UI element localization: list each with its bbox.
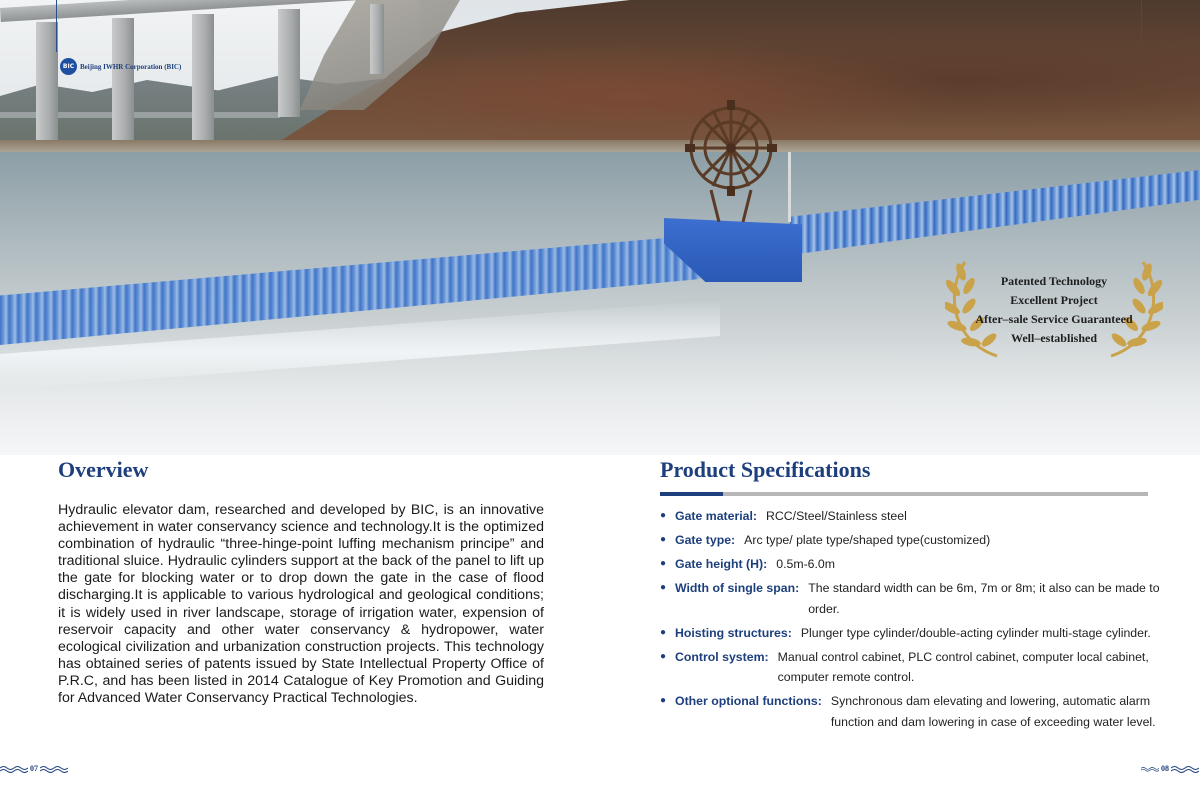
spec-item <box>660 506 1160 527</box>
bullet-dot-icon: ● <box>660 626 667 638</box>
gauge-pole <box>788 152 791 222</box>
page-number: 07 <box>30 764 38 773</box>
specs-divider <box>660 492 1148 496</box>
page-number-left <box>0 764 68 773</box>
spec-label: Width of single span: <box>675 581 800 595</box>
specs-divider-accent <box>660 492 723 496</box>
spec-value: Synchronous dam elevating and lowering, automatic alarm function and dam lowering in case of exceeding water level. <box>830 694 1156 729</box>
bridge-pier <box>370 4 384 74</box>
bullet-dot-icon: ● <box>660 534 667 545</box>
spec-value: Plunger type cylinder/double-acting cylinder multi-stage cylinder. <box>800 625 1151 640</box>
spec-label: Other optional functions: <box>675 694 822 708</box>
award-line: Well–established <box>1010 331 1097 345</box>
bic-logo-icon: BIC <box>60 58 77 75</box>
award-line: After–sale Service Guaranteed <box>975 312 1133 326</box>
spec-label: Gate type: <box>675 533 736 547</box>
award-line: Excellent Project <box>1010 293 1098 307</box>
spec-item <box>660 578 1160 619</box>
bridge-pier <box>112 18 134 146</box>
spec-label: Control system: <box>675 649 769 664</box>
spec-label: Gate height (H): <box>675 557 768 571</box>
specs-list <box>660 506 1160 736</box>
bullet-dot-icon: ● <box>660 582 667 593</box>
spec-item <box>660 554 1160 575</box>
page-number-right <box>1141 764 1199 773</box>
spec-item <box>660 530 1160 551</box>
overview-heading: Overview <box>58 457 149 482</box>
waterwheel-icon <box>683 98 779 222</box>
brand-name: Beijing IWHR Corporation (BIC) <box>80 62 182 71</box>
award-text <box>965 272 1143 348</box>
wave-icon <box>1141 765 1159 773</box>
spec-item <box>660 623 1160 644</box>
spec-value: The standard width can be 6m, 7m or 8m; it also can be made to order. <box>808 581 1160 616</box>
spec-value: 0.5m-6.0m <box>776 557 836 571</box>
spec-value: RCC/Steel/Stainless steel <box>766 509 907 523</box>
wave-icon <box>0 765 28 773</box>
spec-value: Manual control cabinet, PLC control cabinet, computer local cabinet, computer remote control. <box>777 649 1149 684</box>
spec-label: Gate material: <box>675 509 758 523</box>
brand-divider <box>56 0 57 52</box>
spec-item <box>660 647 1160 688</box>
page-number: 08 <box>1161 764 1169 773</box>
specs-heading: Product Specifications <box>660 457 871 482</box>
spec-value: Arc type/ plate type/shaped type(customized) <box>744 533 991 547</box>
bullet-dot-icon: ● <box>660 558 667 569</box>
overview-body: Hydraulic elevator dam, researched and developed by BIC, is an innovative achievement in water conservancy science and technology.It is the optimized combination of hydraulic “three-hinge-point luffing mechanism principe” and traditional sluice. Hydraulic cylinders support at the back of the panel to lift up the gate for blocking water or to drop down the gate in the case of flood discharging.It is applicable to various hydrological and geological conditions; it is widely used in river landscape, storage of irrigation water, expension of reservoir capacity and other water conservancy & hydropower, water ecological civilization and urbanization construction projects. This technology has obtained series of patents issued by State Intellectual Property Office of P.R.C, and has been listed in 2014 Catalogue of Key Promotion and Guiding for Advanced Water Conservancy Practical Technologies. <box>58 502 544 707</box>
bridge-pier <box>192 14 214 140</box>
brand <box>60 58 181 75</box>
spec-item <box>660 691 1160 732</box>
award-badge <box>945 258 1163 362</box>
wave-icon <box>40 765 68 773</box>
bridge-pier <box>36 22 58 154</box>
bridge-pier <box>278 9 300 117</box>
wave-icon <box>1171 765 1199 773</box>
bullet-dot-icon: ● <box>660 510 667 521</box>
corner-divider <box>1141 0 1142 73</box>
bullet-dot-icon: ● <box>660 695 667 706</box>
bullet-dot-icon: ● <box>660 650 667 662</box>
spec-label: Hoisting structures: <box>675 625 792 640</box>
award-line: Patented Technology <box>1000 274 1108 288</box>
